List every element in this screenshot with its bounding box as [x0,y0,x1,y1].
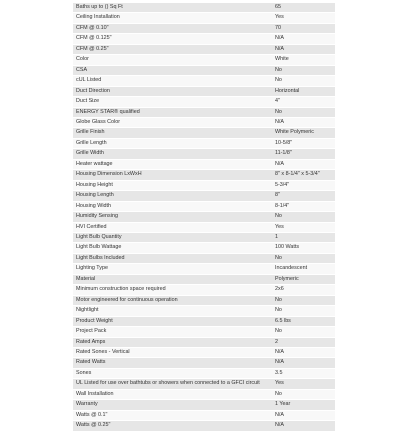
spec-row [73,3,335,13]
spec-row [73,400,335,410]
spec-value: Horizontal [272,86,335,96]
spec-label: Housing Dimension LxWxH [73,170,272,180]
spec-row [73,379,335,389]
spec-value: Yes [272,379,335,389]
spec-row [73,55,335,65]
spec-row [73,358,335,368]
spec-row [73,222,335,232]
spec-label: Watts @ 0.1" [73,410,272,420]
spec-label: CFM @ 0.10" [73,23,272,33]
spec-row [73,180,335,190]
spec-label: Material [73,274,272,284]
spec-value: No [272,65,335,75]
spec-row [73,285,335,295]
spec-value: 6.5 lbs [272,316,335,326]
spec-label: Grille Length [73,138,272,148]
spec-value: 11-1/8" [272,149,335,159]
spec-row [73,264,335,274]
spec-label: Baths up to () Sq Ft [73,3,272,13]
spec-label: Motor engineered for continuous operation [73,295,272,305]
spec-value: N/A [272,117,335,127]
spec-row [73,13,335,23]
spec-value: N/A [272,410,335,420]
spec-row [73,149,335,159]
spec-label: Housing Length [73,191,272,201]
spec-value: White [272,55,335,65]
spec-value: Yes [272,222,335,232]
spec-label: Rated Watts [73,358,272,368]
spec-label: Warranty [73,400,272,410]
spec-row [73,128,335,138]
spec-row [73,107,335,117]
spec-label: Light Bulbs Included [73,253,272,263]
spec-value: N/A [272,44,335,54]
spec-label: Minimum construction space required [73,285,272,295]
spec-label: Housing Width [73,201,272,211]
spec-value: N/A [272,347,335,357]
spec-value: White Polymeric [272,128,335,138]
spec-label: Product Weight [73,316,272,326]
spec-label: Duct Direction [73,86,272,96]
spec-row [73,316,335,326]
spec-row [73,86,335,96]
spec-label: Sones [73,368,272,378]
spec-label: CFM @ 0.25" [73,44,272,54]
spec-label: Globe Glass Color [73,117,272,127]
spec-value: 65 [272,3,335,13]
spec-row [73,212,335,222]
spec-value: No [272,76,335,86]
spec-value: No [272,253,335,263]
spec-value: 8" [272,191,335,201]
spec-value: 5-3/4" [272,180,335,190]
spec-row [73,253,335,263]
spec-value: N/A [272,358,335,368]
spec-row [73,191,335,201]
spec-row [73,117,335,127]
spec-row [73,159,335,169]
spec-label: CFM @ 0.125" [73,34,272,44]
spec-label: Light Bulb Quantity [73,232,272,242]
spec-value: 8" x 8-1/4" x 5-3/4" [272,170,335,180]
spec-row [73,76,335,86]
spec-value: N/A [272,421,335,431]
spec-row [73,295,335,305]
spec-label: UL Listed for use over bathtubs or showers when connected to a GFCI circuit [73,379,272,389]
spec-value: Polymeric [272,274,335,284]
spec-row [73,138,335,148]
spec-value: Yes [272,13,335,23]
spec-value: No [272,212,335,222]
spec-label: Grille Finish [73,128,272,138]
specifications-body [73,3,335,431]
spec-value: N/A [272,159,335,169]
spec-row [73,65,335,75]
spec-value: No [272,327,335,337]
spec-value: 3.5 [272,368,335,378]
spec-value: 4" [272,97,335,107]
spec-value: Incandescent [272,264,335,274]
spec-label: Watts @ 0.25" [73,421,272,431]
spec-label: Heater wattage [73,159,272,169]
spec-value: No [272,306,335,316]
spec-row [73,274,335,284]
spec-label: Rated Sones - Vertical [73,347,272,357]
spec-row [73,410,335,420]
spec-row [73,201,335,211]
spec-row [73,337,335,347]
spec-label: Housing Height [73,180,272,190]
spec-row [73,306,335,316]
spec-label: Wall Installation [73,389,272,399]
spec-row [73,23,335,33]
spec-value: 1 [272,232,335,242]
spec-label: Rated Amps [73,337,272,347]
spec-label: ENERGY STAR® qualified [73,107,272,117]
spec-value: N/A [272,34,335,44]
spec-row [73,389,335,399]
spec-row [73,421,335,431]
spec-value: No [272,389,335,399]
spec-label: Grille Width [73,149,272,159]
spec-value: 70 [272,23,335,33]
spec-value: No [272,107,335,117]
spec-value: 8-1/4" [272,201,335,211]
spec-label: Humidity Sensing [73,212,272,222]
spec-row [73,347,335,357]
specifications-table [73,3,335,432]
spec-label: Lighting Type [73,264,272,274]
spec-label: cUL Listed [73,76,272,86]
spec-label: HVI Certified [73,222,272,232]
spec-row [73,170,335,180]
spec-label: Light Bulb Wattage [73,243,272,253]
spec-label: Duct Size [73,97,272,107]
spec-row [73,44,335,54]
spec-label: CSA [73,65,272,75]
spec-value: No [272,295,335,305]
spec-row [73,232,335,242]
spec-label: Ceiling Installation [73,13,272,23]
spec-row [73,97,335,107]
spec-value: 1 Year [272,400,335,410]
spec-value: 2x6 [272,285,335,295]
spec-value: 100 Watts [272,243,335,253]
spec-label: Color [73,55,272,65]
spec-value: 2 [272,337,335,347]
spec-row [73,327,335,337]
spec-row [73,368,335,378]
spec-value: 10-5/8" [272,138,335,148]
spec-row [73,243,335,253]
spec-label: Project Pack [73,327,272,337]
spec-row [73,34,335,44]
spec-label: Nightlight [73,306,272,316]
